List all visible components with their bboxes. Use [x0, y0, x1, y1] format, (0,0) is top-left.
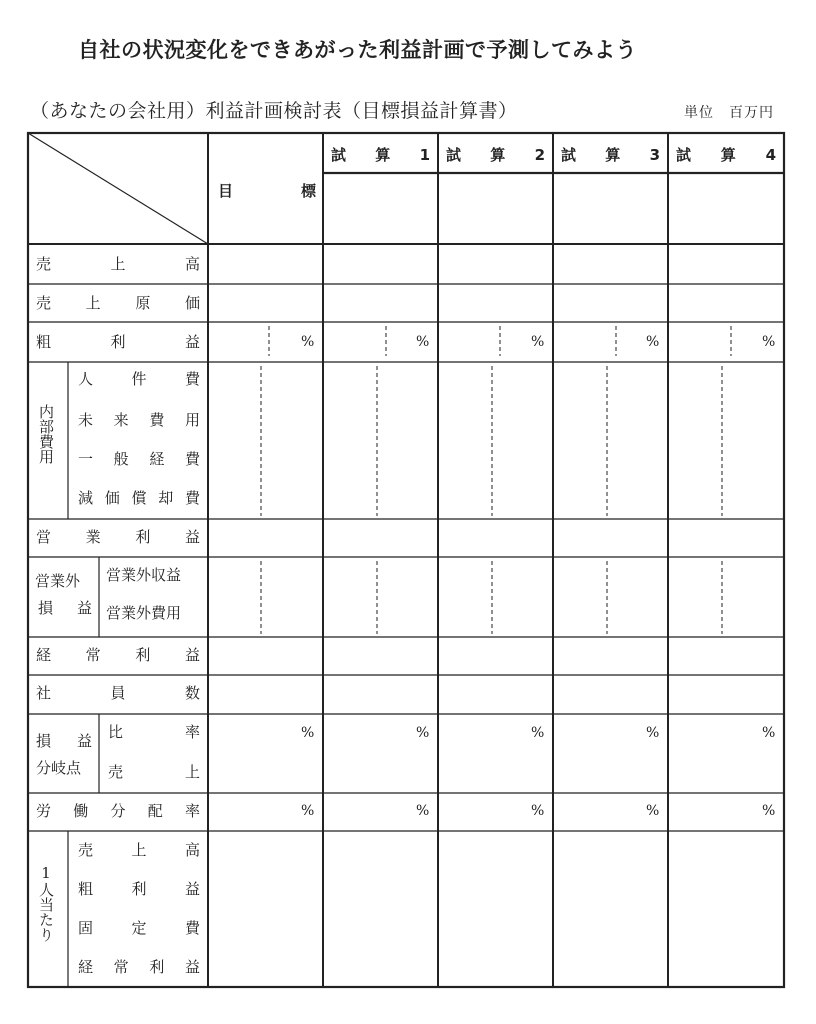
label-char: 社: [36, 684, 52, 702]
breakeven-ratio-percent: %: [301, 725, 315, 741]
label-char: 常: [113, 958, 129, 976]
label-char: 益: [184, 646, 200, 664]
gross-profit-percent: %: [531, 334, 545, 350]
label-char: 数: [184, 684, 200, 702]
label-char: 業: [85, 528, 101, 546]
label-char: 上: [110, 255, 126, 273]
label-char: 利: [131, 880, 147, 898]
label-char: 来: [113, 411, 129, 429]
target-column-header: [218, 184, 316, 199]
label-char: 価: [184, 294, 200, 312]
header-diagonal: [28, 133, 208, 244]
group-label-internal-costs: 内部費用: [37, 404, 55, 464]
label-char: 1: [419, 146, 430, 164]
label-char: 上: [184, 763, 200, 781]
trial-header-1: [331, 148, 430, 163]
label-char: 益: [76, 732, 92, 750]
label-char: 用: [184, 411, 200, 429]
row-label-sales: [36, 257, 200, 272]
trial-header-4: [676, 148, 776, 163]
label-char: 損: [36, 732, 52, 750]
breakeven-ratio-percent: %: [531, 725, 545, 741]
label-char: 益: [184, 880, 200, 898]
group-label-non-operating-2: [38, 601, 92, 616]
label-char: 般: [113, 450, 129, 468]
label-char: 経: [78, 958, 94, 976]
page-heading: 自社の状況変化をできあがった利益計画で予測してみよう: [78, 38, 637, 62]
label-char: 粗: [36, 333, 52, 351]
label-char: 売: [36, 294, 52, 312]
label-char: 原: [135, 294, 151, 312]
label-char: 売: [78, 841, 94, 859]
label-char: 上: [131, 841, 147, 859]
group-label-non-operating-1: 営業外: [35, 572, 81, 590]
label-char: 試: [561, 146, 577, 164]
label-char: 分: [110, 802, 126, 820]
label-char: 働: [73, 802, 89, 820]
row-label-ordinary-profit: [36, 648, 200, 663]
label-char: 固: [78, 919, 94, 937]
label-char: 費: [149, 411, 165, 429]
label-char: 試: [446, 146, 462, 164]
label-char: 常: [85, 646, 101, 664]
label-char: 減: [78, 489, 94, 507]
label-char: 売: [108, 763, 124, 781]
group-label-per-person: 1人当たり: [37, 864, 55, 942]
label-char: 却: [158, 489, 174, 507]
label-char: 益: [184, 333, 200, 351]
per-person-item: [78, 882, 200, 897]
per-person-item: [78, 960, 200, 975]
label-char: 比: [108, 723, 124, 741]
breakeven-sales: [108, 765, 200, 780]
label-char: 率: [184, 802, 200, 820]
internal-cost-item: [78, 372, 200, 387]
label-char: 試: [676, 146, 692, 164]
gross-profit-percent: %: [762, 334, 776, 350]
label-char: 益: [76, 599, 92, 617]
label-char: 3: [649, 146, 660, 164]
label-char: 売: [36, 255, 52, 273]
group-label-breakeven-1: [36, 734, 92, 749]
breakeven-ratio-percent: %: [416, 725, 430, 741]
label-char: 4: [765, 146, 776, 164]
labor-share-percent: %: [301, 803, 315, 819]
labor-share-percent: %: [646, 803, 660, 819]
row-label-labor-share: [36, 804, 200, 819]
label-char: 高: [184, 255, 200, 273]
label-char: 算: [375, 146, 391, 164]
group-label-breakeven-2: 分岐点: [36, 759, 82, 777]
non-operating-income: 営業外収益: [106, 566, 182, 584]
label-char: 定: [131, 919, 147, 937]
label-char: 目: [218, 182, 234, 200]
trial-header-3: [561, 148, 660, 163]
label-char: 経: [36, 646, 52, 664]
label-char: 算: [720, 146, 736, 164]
label-char: 件: [131, 370, 147, 388]
labor-share-percent: %: [531, 803, 545, 819]
label-char: 算: [490, 146, 506, 164]
per-person-item: [78, 921, 200, 936]
internal-cost-item: [78, 452, 200, 467]
table-title: （あなたの会社用）利益計画検討表（目標損益計算書）: [30, 100, 518, 122]
label-char: 試: [331, 146, 347, 164]
label-char: 配: [147, 802, 163, 820]
breakeven-ratio-percent: %: [646, 725, 660, 741]
label-char: 算: [605, 146, 621, 164]
label-char: 利: [135, 528, 151, 546]
label-char: 2: [534, 146, 545, 164]
label-char: 損: [38, 599, 54, 617]
label-char: 一: [78, 450, 94, 468]
breakeven-ratio-percent: %: [762, 725, 776, 741]
label-char: 上: [85, 294, 101, 312]
label-char: 益: [184, 528, 200, 546]
row-label-employees: [36, 686, 200, 701]
unit-label: 単位 百万円: [684, 105, 774, 121]
label-char: 価: [104, 489, 120, 507]
label-char: 労: [36, 802, 52, 820]
label-char: 粗: [78, 880, 94, 898]
trial-header-2: [446, 148, 545, 163]
gross-profit-percent: %: [416, 334, 430, 350]
row-label-operating-profit: [36, 530, 200, 545]
label-char: 費: [184, 919, 200, 937]
internal-cost-item: [78, 491, 200, 506]
labor-share-percent: %: [416, 803, 430, 819]
label-char: 人: [78, 370, 94, 388]
label-char: 高: [184, 841, 200, 859]
label-char: 費: [184, 370, 200, 388]
label-char: 営: [36, 528, 52, 546]
row-label-cost-of-sales: [36, 296, 200, 311]
labor-share-percent: %: [762, 803, 776, 819]
label-char: 益: [184, 958, 200, 976]
label-char: 費: [184, 489, 200, 507]
per-person-item: [78, 843, 200, 858]
label-char: 員: [110, 684, 126, 702]
label-char: 償: [131, 489, 147, 507]
label-char: 費: [184, 450, 200, 468]
breakeven-ratio: [108, 725, 200, 740]
label-char: 標: [300, 182, 316, 200]
gross-profit-percent: %: [646, 334, 660, 350]
label-char: 利: [135, 646, 151, 664]
label-char: 利: [149, 958, 165, 976]
non-operating-expense: 営業外費用: [106, 604, 182, 622]
label-char: 経: [149, 450, 165, 468]
label-char: 利: [110, 333, 126, 351]
label-char: 未: [78, 411, 94, 429]
row-label-gross-profit: [36, 335, 200, 350]
gross-profit-percent: %: [301, 334, 315, 350]
label-char: 率: [184, 723, 200, 741]
internal-cost-item: [78, 413, 200, 428]
